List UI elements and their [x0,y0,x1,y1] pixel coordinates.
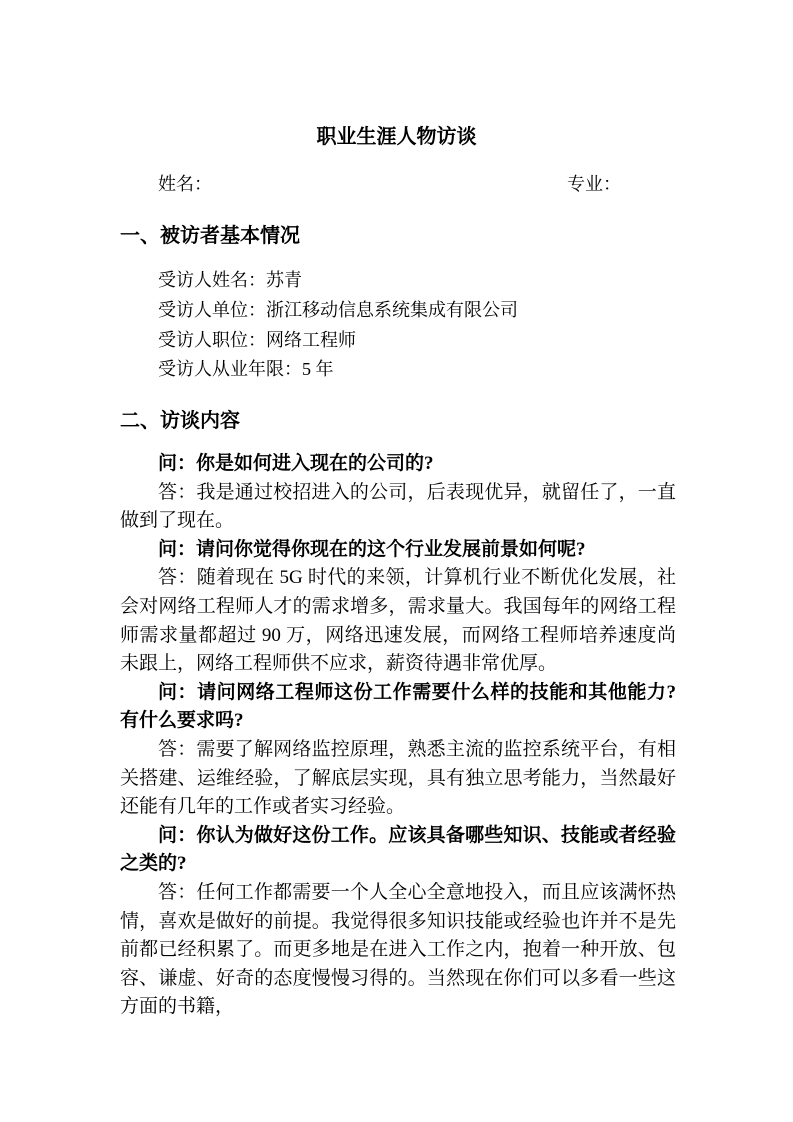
section2-heading: 二、访谈内容 [120,410,240,432]
major-label: 专业： [567,174,621,194]
info-position: 受访人职位：网络工程师 [158,330,356,350]
interview-content [120,450,676,1022]
name-label: 姓名： [158,174,212,194]
info-name: 受访人姓名：苏青 [158,270,302,290]
question: 问：你是如何进入现在的公司的? [158,453,434,474]
document-title: 职业生涯人物访谈 [316,126,477,148]
info-employer: 受访人单位：浙江移动信息系统集成有限公司 [158,300,518,320]
question: 问：请问网络工程师这份工作需要什么样的技能和其他能力?有什么要求吗? [120,681,676,732]
question: 问：请问你觉得你现在的这个行业发展前景如何呢? [158,538,586,560]
question: 问：你认为做好这份工作。应该具备哪些知识、技能或者经验之类的? [120,824,676,875]
answer: 答：我是通过校招进入的公司，后表现优异，就留任了，一直做到了现在。 [120,481,676,532]
answer: 答：随着现在 5G 时代的来领，计算机行业不断优化发展，社会对网络工程师人才的需求增多，需求量大。我国每年的网络工程师需求量都超过 90 万，网络迅速发展，而网络工程师培养速度尚未跟上，网络工程师供不应求，薪资待遇非常优厚。 [120,567,676,675]
info-years: 受访人从业年限：5 年 [158,359,334,379]
section1-heading: 一、被访者基本情况 [120,225,300,247]
answer: 答：需要了解网络监控原理，熟悉主流的监控系统平台，有相关搭建、运维经验，了解底层实现，具有独立思考能力，当然最好还能有几年的工作或者实习经验。 [120,738,676,818]
answer: 答：任何工作都需要一个人全心全意地投入，而且应该满怀热情，喜欢是做好的前提。我觉得很多知识技能或经验也许并不是先前都已经积累了。而更多地是在进入工作之内，抱着一种开放、包容、谦虚、好奇的态度慢慢习得的。当然现在你们可以多看一些这方面的书籍， [120,881,676,1018]
